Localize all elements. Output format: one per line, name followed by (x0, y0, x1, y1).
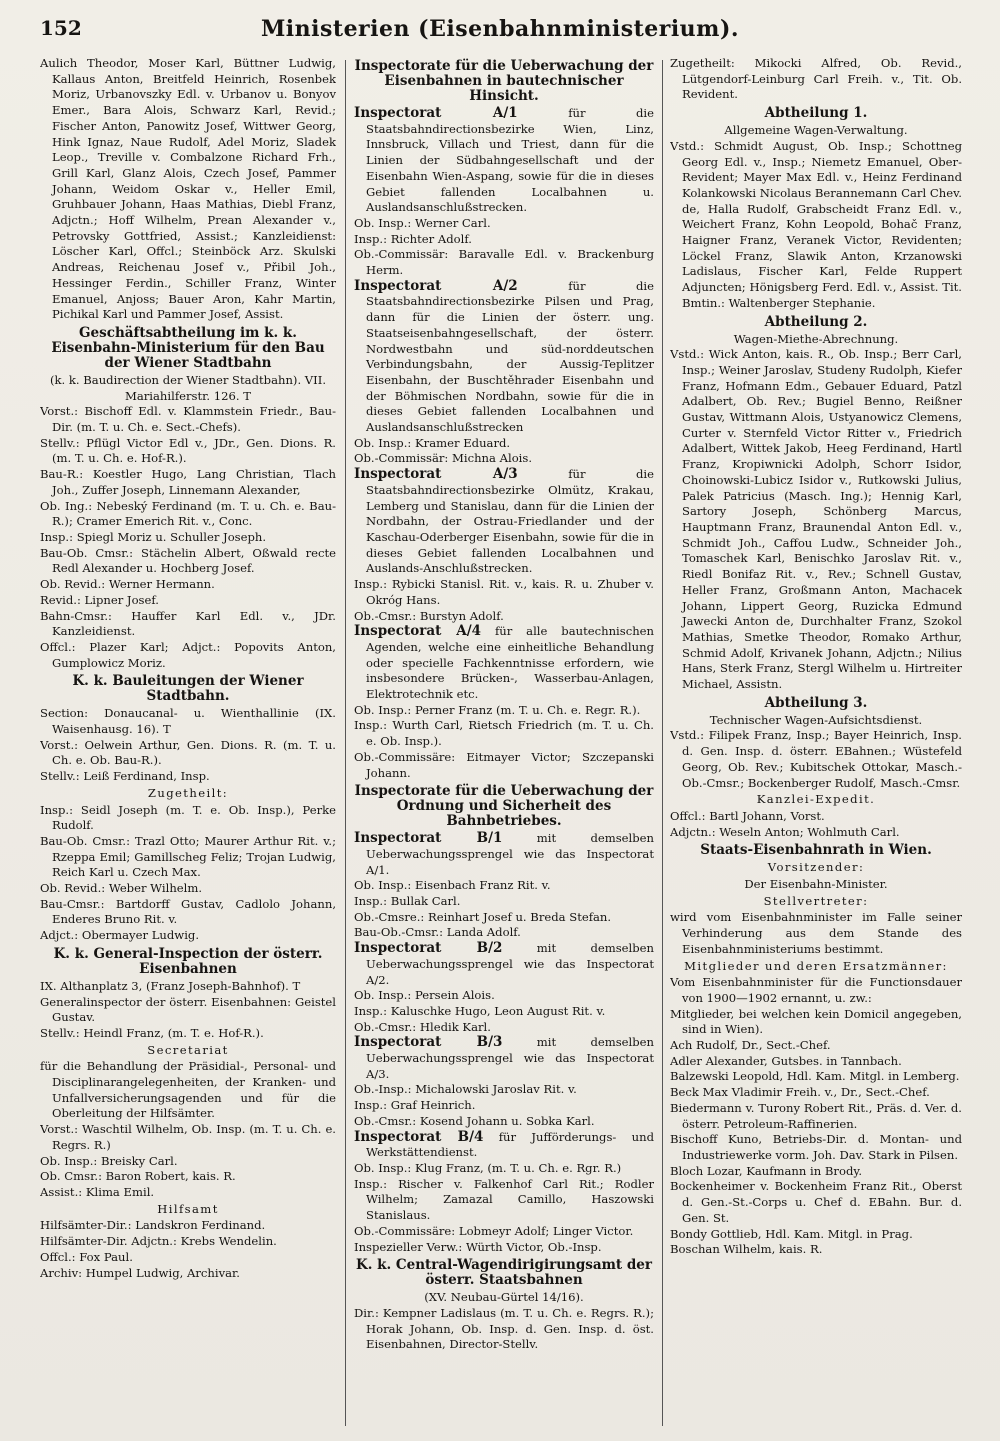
subheading: Secretariat (147, 1042, 229, 1057)
entry-list (670, 809, 962, 840)
list-entry: Archiv: Humpel Ludwig, Archivar. (40, 1265, 240, 1280)
subheading: Hilfsamt (157, 1201, 219, 1216)
list-entry: Ob. Insp.: Perner Franz (m. T. u. Ch. e. Regr. R.). (354, 702, 641, 717)
section-heading: Geschäftsabtheilung im k. k. Eisenbahn-Ministerium für den Bau der Wiener Stadtbahn (51, 324, 325, 371)
list-entry: Assist.: Klima Emil. (40, 1185, 155, 1199)
entry-list (670, 728, 962, 791)
list-entry: Vstd.: Wick Anton, kais. R., Ob. Insp.; Berr Carl, Insp.; Weiner Jaroslav, Studeny Rudolph, Kiefer Franz, Hofmann Edm., Gebauer Eduard, Patzl Adalbert, Ob. Rev.; Bugiel Benno, Reißner Gustav, Wittmann Alois, Ustyanowicz Clemens, Curter v. Sternfeld Victor Ritter v., Friedrich Adalbert, Wittek Jakob, Heeg Ferdinand, Hartl Franz, Kropiwnicki Adolph, Schorr Isidor, Choinowski-Lubicz Isidor v., Rutkowski Julius, Palek Patricius (Masch. Ing.); Hennig Karl, Sartory Joseph, Schönberg Marcus, Hauptmann Franz, Braunendal Anton Edl. v., Schmidt Joh., Caffou Ludw., Schneider Joh., Tomaschek Karl, Benischko Jaroslav Rit. v., Riedl Bonifaz Rit. v., Rev.; Schnell Gustav, Heller Franz, Großmann Anton, Machacek Johann, Lippert Georg, Ruzicka Edmund Jawecki Anton de, Durchhalter Franz, Szokol Mathias, Smetke Theodor, Romako Arthur, Schmid Adolf, Krivanek Johann, Adjctn.; Nilius Hans, Sterk Franz, Stergl Wilhelm u. Hirtreiter Michael, Assistn. (670, 347, 962, 692)
list-entry: Adjct.: Obermayer Ludwig. (40, 928, 200, 943)
list-entry: Ob.-Commissäre: Lobmeyr Adolf; Linger Victor. (354, 1223, 634, 1238)
inspectorate-title: Inspectorat A/4 (354, 623, 482, 640)
list-entry: Vorst.: Waschtil Wilhelm, Ob. Insp. (m. T. u. Ch. e. Regrs. R.) (40, 1122, 336, 1152)
inspectorate-entry (354, 831, 654, 878)
running-head: Ministerien (Eisenbahnministerium). (260, 16, 740, 42)
list-entry: Hilfsämter-Dir.: Landskron Ferdinand. (40, 1218, 266, 1233)
entry-list (40, 404, 336, 671)
page-number: 152 (40, 16, 82, 40)
section-heading: K. k. Central-Wagendirigirungsamt der österr. Staatsbahnen (356, 1257, 652, 1289)
list-entry: Insp.: Richter Adolf. (354, 231, 472, 246)
entry-list (40, 1218, 336, 1281)
entry-list (40, 803, 336, 944)
list-entry: Ob. Ing.: Nebeský Ferdinand (m. T. u. Ch. e. Bau-R.); Cramer Emerich Rit. v., Conc. (40, 498, 336, 529)
subheading: Zugetheilt: (147, 785, 229, 800)
column-rule-2 (662, 60, 663, 1426)
list-entry: Offcl.: Plazer Karl; Adjct.: Popovits Anton, Gumplowicz Moriz. (40, 639, 336, 670)
inspectorate-title: Inspectorat B/2 (354, 940, 503, 957)
list-entry: Bloch Lozar, Kaufmann in Brody. (670, 1163, 863, 1178)
intro-entry: Zugetheilt: Mikocki Alfred, Ob. Revid., Lütgendorf-Leinburg Carl Freih. v., Tit. Ob. Revident. (670, 56, 962, 102)
section-address: (k. k. Baudirection der Wiener Stadtbahn). VII. Mariahilferstr. 126. T (49, 372, 327, 403)
list-entry: Ob.-Cmsr.: Kosend Johann u. Sobka Karl. (354, 1113, 595, 1128)
list-entry: Insp.: Rischer v. Falkenhof Carl Rit.; Rodler Wilhelm; Zamazal Camillo, Haszowski Stanislaus. (354, 1176, 654, 1223)
list-entry: Revid.: Lipner Josef. (40, 592, 159, 607)
list-entry: Vom Eisenbahnminister für die Functionsdauer von 1900—1902 ernannt, u. zw.: (670, 975, 962, 1005)
entry-list (354, 703, 654, 782)
subheading: Vorsitzender: (767, 860, 865, 875)
inspectorate-text: mit demselben Ueberwachungssprengel wie das Inspectorat A/2. (366, 941, 654, 987)
description: wird vom Eisenbahnminister im Falle seiner Verhinderung aus dem Stande des Eisenbahnministeriums bestimmt. (670, 910, 962, 956)
list-entry: Insp.: Rybicki Stanisl. Rit. v., kais. R. u. Zhuber v. Okróg Hans. (354, 577, 654, 607)
list-entry: Ach Rudolf, Dr., Sect.-Chef. (670, 1038, 831, 1053)
list-entry: Ob.-Commissär: Michna Alois. (354, 451, 533, 466)
list-entry: Vorst.: Bischoff Edl. v. Klammstein Friedr., Bau-Dir. (m. T. u. Ch. e. Sect.-Chefs). (40, 404, 336, 435)
inspectorate-entry (354, 279, 654, 436)
list-entry: Ob. Insp.: Breisky Carl. (40, 1153, 178, 1168)
entry-list (354, 878, 654, 941)
list-entry: Ob. Revid.: Werner Hermann. (40, 577, 215, 592)
list-entry: Bau-R.: Koestler Hugo, Lang Christian, Tlach Joh., Zuffer Joseph, Linnemann Alexander, (40, 467, 336, 497)
list-entry: Ob. Insp.: Werner Carl. (354, 215, 491, 230)
section-heading: Staats-Eisenbahnrath in Wien. (700, 842, 932, 859)
section-heading: K. k. General-Inspection der österr. Eisenbahnen (53, 945, 323, 977)
list-entry: Insp.: Graf Heinrich. (354, 1098, 476, 1113)
inspectorate-entry (354, 467, 654, 577)
section-subtitle: Allgemeine Wagen-Verwaltung. (724, 123, 908, 138)
list-entry: Bockenheimer v. Bockenheim Franz Rit., Oberst d. Gen.-St.-Corps u. Chef d. EBahn. Bur. d. Gen. St. (670, 1179, 962, 1225)
entry-list (354, 1306, 654, 1353)
list-entry: Inspezieller Verw.: Würth Victor, Ob.-Insp. (354, 1239, 602, 1254)
inspectorate-title: Inspectorat B/1 (354, 830, 503, 847)
list-entry: Ob. Revid.: Weber Wilhelm. (40, 881, 203, 896)
subheading: Mitglieder und deren Ersatzmänner: (684, 958, 948, 973)
inspectorate-entry (354, 1035, 654, 1082)
intro-entry: Aulich Theodor, Moser Karl, Büttner Ludwig, Kallaus Anton, Breitfeld Heinrich, Rosenbek Moriz, Urbanovszky Edl. v. Urbanov u. Bonyov Emer., Bara Alois, Schwarz Karl, Revid.; Fischer Anton, Panowitz Josef, Wittwer Georg, Hink Ignaz, Naue Rudolf, Adel Moriz, Sladek Leop., Treville v. Combalzone Richard Frh., Grill Karl, Glanz Alois, Czech Josef, Pammer Johann, Weidom Oskar v., Heller Emil, Gruhbauer Johann, Haas Mathias, Diebl Franz, Adjctn.; Hoff Wilhelm, Prean Alexander v., Petrovsky Gottfried, Assist.; Kanzleidienst: Löscher Karl, Offcl.; Steinböck Arz. Skulski Andreas, Reichenau Josef v., Přibil Joh., Hessinger Ferdin., Schiller Franz, Winter Emanuel, Anjoss; Bauer Aron, Kahr Martin, Pichikal Karl und Pammer Josef, Assist. (40, 56, 336, 322)
list-entry: Stellv.: Pflügl Victor Edl v., JDr., Gen. Dions. R. (m. T. u. Ch. e. Hof-R.). (40, 435, 336, 466)
list-entry: Bau-Ob. Cmsr.: Trazl Otto; Maurer Arthur Rit. v.; Rzeppa Emil; Gamillscheg Feliz; Trojan Ludwig, Reich Karl u. Czech Max. (40, 833, 336, 880)
list-entry: IX. Althanplatz 3, (Franz Joseph-Bahnhof). T (40, 978, 301, 993)
description: für die Behandlung der Präsidial-, Personal- und Disciplinarangelegenheiten, der Kranken- und Unfallversicherungsagenden und für die Oberleitung der Hilfsämter. (40, 1059, 336, 1121)
inspectorate-entry (354, 624, 654, 703)
inspectorate-text: für die Staatsbahndirectionsbezirke Wien, Linz, Innsbruck, Villach und Triest, dann für die Linien der Südbahngesellschaft und der Eisenbahn Wien-Aspang, sowie für die in dieses Gebiet fallenden Localbahnen u. Auslandsanschlußstrecken. (366, 106, 654, 215)
entry-list (670, 975, 962, 1258)
section-heading: K. k. Bauleitungen der Wiener Stadtbahn. (72, 673, 304, 705)
entry-list (354, 577, 654, 624)
entry-list (40, 979, 336, 1042)
list-entry: Beck Max Vladimir Freih. v., Dr., Sect.-Chef. (670, 1085, 930, 1100)
list-entry: Bau-Ob. Cmsr.: Stächelin Albert, Oßwald recte Redl Alexander u. Hochberg Josef. (40, 545, 336, 576)
inspectorate-text: für Jufförderungs- und Werkstättendienst. (366, 1129, 654, 1160)
section-heading: Abtheilung 3. (764, 694, 868, 711)
list-entry: Insp.: Wurth Carl, Rietsch Friedrich (m. T. u. Ch. e. Ob. Insp.). (354, 718, 654, 749)
list-entry: Vorst.: Oelwein Arthur, Gen. Dions. R. (m. T. u. Ch. e. Ob. Bau-R.). (40, 737, 336, 768)
section-heading: Inspectorate für die Ueberwachung der Ordnung und Sicherheit des Bahnbetriebes. (354, 783, 654, 830)
list-entry: Ob. Insp.: Klug Franz, (m. T. u. Ch. e. Rgr. R.) (354, 1161, 622, 1175)
inspectorate-title: Inspectorat A/3 (354, 466, 518, 483)
inspectorate-entry (354, 106, 654, 216)
section-subtitle: Technischer Wagen-Aufsichtsdienst. (709, 712, 923, 727)
list-entry: Ob.-Cmsre.: Reinhart Josef u. Breda Stefan. (354, 909, 612, 924)
list-entry: Adler Alexander, Gutsbes. in Tannbach. (670, 1053, 902, 1068)
entry-list (354, 988, 654, 1035)
entry-list (40, 1122, 336, 1201)
list-entry: Ob.-Insp.: Michalowski Jaroslav Rit. v. (354, 1082, 577, 1097)
entry-list (670, 347, 962, 692)
section-heading: Abtheilung 2. (764, 313, 868, 330)
inspectorate-entry (354, 941, 654, 988)
inspectorate-title: Inspectorat A/2 (354, 277, 518, 294)
entry-list (354, 1161, 654, 1255)
list-entry: Vstd.: Schmidt August, Ob. Insp.; Schottneg Georg Edl. v., Insp.; Niemetz Emanuel, Ober-Revident; Mayer Max Edl. v., Heinz Ferdinand Kolankowski Nicolaus Berannemann Carl Chev. de, Halla Rudolf, Grabscheidt Franz Edl. v., Weichert Franz, Kohn Leopold, Bohač Franz, Haigner Franz, Veranek Victor, Revidenten; Löckel Franz, Slawik Anton, Krzanowski Ladislaus, Fischer Karl, Felde Ruppert Adjuncten; Hönigsberg Ferd. Edl. v., Assist. Tit. Bmtin.: Waltenberger Stephanie. (670, 138, 962, 310)
entry-list (354, 1082, 654, 1129)
list-entry: Ob. Insp.: Kramer Eduard. (354, 435, 511, 450)
entry-list (354, 436, 654, 467)
list-entry: Biedermann v. Turony Robert Rit., Präs. d. Ver. d. österr. Petroleum-Raffinerien. (670, 1100, 962, 1131)
section-heading: Inspectorate für die Ueberwachung der Eisenbahnen in bautechnischer Hinsicht. (354, 58, 654, 104)
list-entry: Ob. Cmsr.: Baron Robert, kais. R. (40, 1169, 236, 1184)
column-rule-1 (345, 60, 346, 1426)
inspectorate-title: Inspectorat A/1 (354, 105, 518, 121)
list-entry: Ob.-Cmsr.: Burstyn Adolf. (354, 608, 504, 623)
list-entry: Section: Donaucanal- u. Wienthallinie (IX. Waisenhausg. 16). T (40, 706, 336, 737)
list-entry: Bahn-Cmsr.: Hauffer Karl Edl. v., JDr. Kanzleidienst. (40, 608, 336, 639)
inspectorate-title: Inspectorat B/3 (354, 1034, 503, 1051)
list-entry: Ob. Insp.: Persein Alois. (354, 988, 495, 1003)
inspectorate-text: mit demselben Ueberwachungssprengel wie das Inspectorat A/1. (366, 831, 654, 877)
list-entry: Bischoff Kuno, Betriebs-Dir. d. Montan- und Industriewerke vorm. Joh. Dav. Stark in Pilsen. (670, 1132, 962, 1162)
list-entry: Boschan Wilhelm, kais. R. (670, 1242, 823, 1257)
list-entry: Insp.: Kaluschke Hugo, Leon August Rit. v. (354, 1003, 606, 1018)
list-entry: Bau-Ob.-Cmsr.: Landa Adolf. (354, 925, 521, 940)
list-entry: Mitglieder, bei welchen kein Domicil angegeben, sind in Wien). (670, 1006, 962, 1037)
entry-list (40, 706, 336, 785)
list-entry: Bondy Gottlieb, Hdl. Kam. Mitgl. in Prag. (670, 1226, 913, 1241)
list-entry: Ob. Insp.: Eisenbach Franz Rit. v. (354, 878, 551, 893)
list-entry: Stellv.: Leiß Ferdinand, Insp. (40, 769, 210, 784)
inspectorate-text: mit demselben Ueberwachungssprengel wie das Inspectorat A/3. (366, 1035, 654, 1081)
list-entry: Hilfsämter-Dir. Adjctn.: Krebs Wendelin. (40, 1234, 277, 1249)
list-entry: Ob.-Commissäre: Eitmayer Victor; Szczepanski Johann. (354, 749, 654, 780)
list-entry: Balzewski Leopold, Hdl. Kam. Mitgl. in Lemberg. (670, 1069, 960, 1084)
inspectorate-text: für die Staatsbahndirectionsbezirke Pilsen und Prag, dann für die Linien der österr. ung. Staatseisenbahngesellschaft, der österr. Nordwestbahn und süd-norddeutschen Verbindungsbahn, der Aussig-Teplitzer Eisenbahn, der Buschtěhrader Eisenbahn und der Böhmischen Nordbahn, sowie für die in dieses Gebiet fallenden Localbahnen und Auslandsanschlußstrecken (366, 278, 654, 435)
column-2 (354, 56, 654, 1426)
chairman: Der Eisenbahn-Minister. (744, 877, 888, 892)
list-entry: Stellv.: Heindl Franz, (m. T. e. Hof-R.). (40, 1025, 264, 1040)
subheading: Stellvertreter: (763, 893, 869, 908)
column-3 (670, 56, 962, 1426)
list-entry: Insp.: Seidl Joseph (m. T. e. Ob. Insp.), Perke Rudolf. (40, 802, 336, 833)
section-heading: Abtheilung 1. (764, 105, 868, 122)
section-address: (XV. Neubau-Gürtel 14/16). (424, 1290, 584, 1305)
entry-list (354, 216, 654, 279)
list-entry: Ob.-Cmsr.: Hledik Karl. (354, 1019, 491, 1034)
list-entry: Bau-Cmsr.: Bartdorff Gustav, Cadlolo Johann, Enderes Bruno Rit. v. (40, 896, 336, 927)
subheading: Kanzlei-Expedit. (756, 792, 876, 807)
section-subtitle: Wagen-Miethe-Abrechnung. (733, 331, 899, 346)
column-1 (40, 56, 336, 1426)
list-entry: Ob.-Commissär: Baravalle Edl. v. Brackenburg Herm. (354, 247, 654, 278)
inspectorate-entry (354, 1130, 654, 1161)
list-entry: Insp.: Spiegl Moriz u. Schuller Joseph. (40, 529, 267, 544)
list-entry: Adjctn.: Weseln Anton; Wohlmuth Carl. (670, 824, 900, 839)
list-entry: Offcl.: Bartl Johann, Vorst. (670, 808, 825, 823)
inspectorate-text: für die Staatsbahndirectionsbezirke Olmütz, Krakau, Lemberg und Stanislau, dann für die Linien der Nordbahn, der Ostrau-Friedlander und der Kaschau-Oderberger Eisenbahn, sowie für die in dieses Gebiet fallenden Localbahnen und Auslands-Anschlußstrecken. (366, 467, 654, 576)
list-entry: Insp.: Bullak Carl. (354, 894, 461, 909)
inspectorate-text: für alle bautechnischen Agenden, welche eine einheitliche Behandlung oder specielle Fachkenntnisse erfordern, wie insbesondere Brücken-, Wasserbau-Anlagen, Elektrotechnik etc. (366, 624, 654, 702)
list-entry: Offcl.: Fox Paul. (40, 1249, 133, 1264)
inspectorate-title: Inspectorat B/4 (354, 1128, 484, 1145)
list-entry: Generalinspector der österr. Eisenbahnen: Geistel Gustav. (40, 994, 336, 1025)
list-entry: Dir.: Kempner Ladislaus (m. T. u. Ch. e. Regrs. R.); Horak Johann, Ob. Insp. d. Gen. Insp. d. öst. Eisenbahnen, Director-Stellv. (354, 1305, 654, 1352)
list-entry: Vstd.: Filipek Franz, Insp.; Bayer Heinrich, Insp. d. Gen. Insp. d. österr. EBahnen.; Wüstefeld Georg, Ob. Rev.; Kubitschek Ottokar, Masch.-Ob.-Cmsr.; Bockenberger Rudolf, Masch.-Cmsr. (670, 728, 962, 790)
entry-list (670, 139, 962, 312)
